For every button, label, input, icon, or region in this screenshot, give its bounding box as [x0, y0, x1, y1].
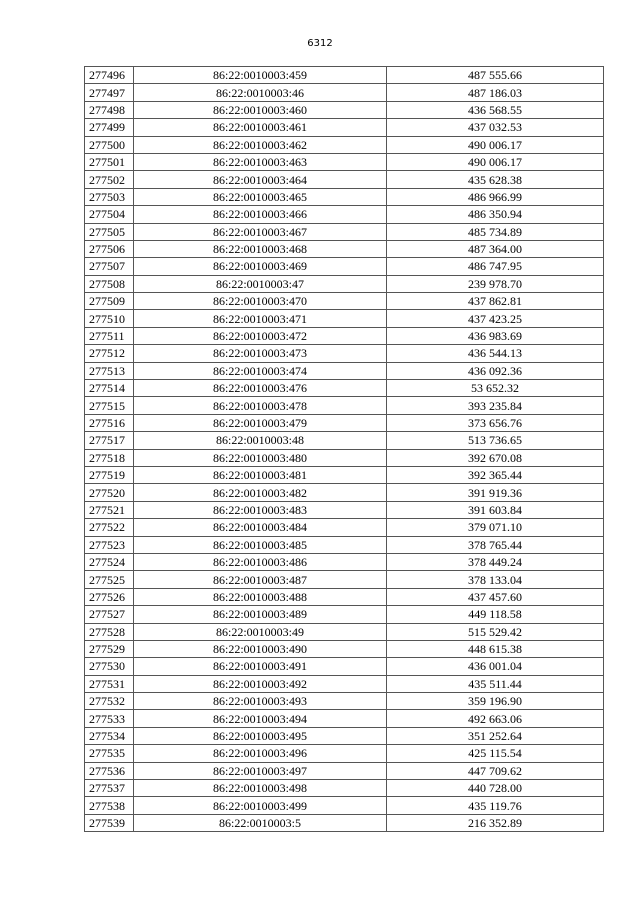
cadastral-number-cell: 86:22:0010003:471	[134, 310, 387, 327]
row-number-cell: 277526	[85, 588, 134, 605]
cadastral-number-cell: 86:22:0010003:478	[134, 397, 387, 414]
value-cell: 436 544.13	[387, 345, 604, 362]
row-number-cell: 277522	[85, 519, 134, 536]
row-number-cell: 277538	[85, 797, 134, 814]
cadastral-number-cell: 86:22:0010003:465	[134, 188, 387, 205]
row-number-cell: 277521	[85, 501, 134, 518]
value-cell: 378 765.44	[387, 536, 604, 553]
row-number-cell: 277533	[85, 710, 134, 727]
value-cell: 53 652.32	[387, 380, 604, 397]
value-cell: 436 983.69	[387, 327, 604, 344]
row-number-cell: 277497	[85, 84, 134, 101]
table-row	[85, 188, 604, 205]
cadastral-number-cell: 86:22:0010003:494	[134, 710, 387, 727]
cadastral-number-cell: 86:22:0010003:469	[134, 258, 387, 275]
table-row	[85, 519, 604, 536]
cadastral-number-cell: 86:22:0010003:499	[134, 797, 387, 814]
table-row	[85, 136, 604, 153]
row-number-cell: 277506	[85, 240, 134, 257]
value-cell: 490 006.17	[387, 153, 604, 170]
row-number-cell: 277536	[85, 762, 134, 779]
value-cell: 515 529.42	[387, 623, 604, 640]
cadastral-number-cell: 86:22:0010003:490	[134, 640, 387, 657]
cadastral-number-cell: 86:22:0010003:470	[134, 293, 387, 310]
value-cell: 379 071.10	[387, 519, 604, 536]
value-cell: 359 196.90	[387, 693, 604, 710]
row-number-cell: 277513	[85, 362, 134, 379]
cadastral-number-cell: 86:22:0010003:497	[134, 762, 387, 779]
value-cell: 392 365.44	[387, 466, 604, 483]
cadastral-number-cell: 86:22:0010003:49	[134, 623, 387, 640]
row-number-cell: 277527	[85, 606, 134, 623]
table-row	[85, 67, 604, 84]
row-number-cell: 277503	[85, 188, 134, 205]
table-row	[85, 640, 604, 657]
table-row	[85, 432, 604, 449]
value-cell: 487 555.66	[387, 67, 604, 84]
row-number-cell: 277523	[85, 536, 134, 553]
table-row	[85, 345, 604, 362]
row-number-cell: 277519	[85, 466, 134, 483]
cadastral-number-cell: 86:22:0010003:495	[134, 727, 387, 744]
value-cell: 436 568.55	[387, 101, 604, 118]
table-row	[85, 380, 604, 397]
row-number-cell: 277514	[85, 380, 134, 397]
cadastral-number-cell: 86:22:0010003:489	[134, 606, 387, 623]
table-row	[85, 327, 604, 344]
cadastral-number-cell: 86:22:0010003:5	[134, 814, 387, 831]
value-cell: 393 235.84	[387, 397, 604, 414]
cadastral-number-cell: 86:22:0010003:496	[134, 745, 387, 762]
row-number-cell: 277496	[85, 67, 134, 84]
cadastral-number-cell: 86:22:0010003:484	[134, 519, 387, 536]
table-row	[85, 797, 604, 814]
value-cell: 239 978.70	[387, 275, 604, 292]
table-row	[85, 293, 604, 310]
cadastral-number-cell: 86:22:0010003:464	[134, 171, 387, 188]
table-row	[85, 119, 604, 136]
table-row	[85, 223, 604, 240]
value-cell: 378 449.24	[387, 553, 604, 570]
value-cell: 487 364.00	[387, 240, 604, 257]
table-row	[85, 745, 604, 762]
value-cell: 447 709.62	[387, 762, 604, 779]
value-cell: 351 252.64	[387, 727, 604, 744]
cadastral-number-cell: 86:22:0010003:467	[134, 223, 387, 240]
cadastral-number-cell: 86:22:0010003:473	[134, 345, 387, 362]
table-row	[85, 310, 604, 327]
table-row	[85, 658, 604, 675]
table-row	[85, 449, 604, 466]
table-row	[85, 501, 604, 518]
value-cell: 391 603.84	[387, 501, 604, 518]
row-number-cell: 277529	[85, 640, 134, 657]
row-number-cell: 277530	[85, 658, 134, 675]
cadastral-number-cell: 86:22:0010003:493	[134, 693, 387, 710]
row-number-cell: 277512	[85, 345, 134, 362]
row-number-cell: 277516	[85, 414, 134, 431]
value-cell: 216 352.89	[387, 814, 604, 831]
value-cell: 435 119.76	[387, 797, 604, 814]
table-row	[85, 814, 604, 831]
value-cell: 486 747.95	[387, 258, 604, 275]
table-row	[85, 675, 604, 692]
value-cell: 440 728.00	[387, 780, 604, 797]
cadastral-number-cell: 86:22:0010003:46	[134, 84, 387, 101]
row-number-cell: 277509	[85, 293, 134, 310]
row-number-cell: 277507	[85, 258, 134, 275]
table-row	[85, 101, 604, 118]
row-number-cell: 277534	[85, 727, 134, 744]
table-row	[85, 623, 604, 640]
table-row	[85, 275, 604, 292]
row-number-cell: 277498	[85, 101, 134, 118]
table-row	[85, 84, 604, 101]
value-cell: 486 350.94	[387, 206, 604, 223]
table-row	[85, 588, 604, 605]
cadastral-number-cell: 86:22:0010003:481	[134, 466, 387, 483]
row-number-cell: 277517	[85, 432, 134, 449]
value-cell: 490 006.17	[387, 136, 604, 153]
cadastral-number-cell: 86:22:0010003:480	[134, 449, 387, 466]
row-number-cell: 277537	[85, 780, 134, 797]
row-number-cell: 277535	[85, 745, 134, 762]
cadastral-number-cell: 86:22:0010003:460	[134, 101, 387, 118]
table-row	[85, 710, 604, 727]
value-cell: 391 919.36	[387, 484, 604, 501]
value-cell: 425 115.54	[387, 745, 604, 762]
value-cell: 436 092.36	[387, 362, 604, 379]
cadastral-number-cell: 86:22:0010003:492	[134, 675, 387, 692]
value-cell: 449 118.58	[387, 606, 604, 623]
value-cell: 437 423.25	[387, 310, 604, 327]
row-number-cell: 277528	[85, 623, 134, 640]
data-table	[84, 66, 604, 832]
table-row	[85, 606, 604, 623]
table-row	[85, 727, 604, 744]
cadastral-number-cell: 86:22:0010003:488	[134, 588, 387, 605]
row-number-cell: 277532	[85, 693, 134, 710]
value-cell: 437 032.53	[387, 119, 604, 136]
value-cell: 513 736.65	[387, 432, 604, 449]
cadastral-number-cell: 86:22:0010003:459	[134, 67, 387, 84]
cadastral-number-cell: 86:22:0010003:472	[134, 327, 387, 344]
cadastral-number-cell: 86:22:0010003:461	[134, 119, 387, 136]
row-number-cell: 277524	[85, 553, 134, 570]
row-number-cell: 277539	[85, 814, 134, 831]
value-cell: 373 656.76	[387, 414, 604, 431]
page-number: 6312	[307, 38, 333, 49]
table-row	[85, 553, 604, 570]
table-row	[85, 484, 604, 501]
table-row	[85, 571, 604, 588]
table-row	[85, 240, 604, 257]
value-cell: 437 457.60	[387, 588, 604, 605]
row-number-cell: 277510	[85, 310, 134, 327]
row-number-cell: 277505	[85, 223, 134, 240]
table-row	[85, 206, 604, 223]
row-number-cell: 277511	[85, 327, 134, 344]
cadastral-number-cell: 86:22:0010003:485	[134, 536, 387, 553]
cadastral-number-cell: 86:22:0010003:468	[134, 240, 387, 257]
cadastral-number-cell: 86:22:0010003:482	[134, 484, 387, 501]
value-cell: 492 663.06	[387, 710, 604, 727]
table-row	[85, 171, 604, 188]
row-number-cell: 277525	[85, 571, 134, 588]
cadastral-number-cell: 86:22:0010003:462	[134, 136, 387, 153]
row-number-cell: 277499	[85, 119, 134, 136]
table-row	[85, 414, 604, 431]
table-row	[85, 536, 604, 553]
row-number-cell: 277504	[85, 206, 134, 223]
cadastral-number-cell: 86:22:0010003:487	[134, 571, 387, 588]
cadastral-number-cell: 86:22:0010003:486	[134, 553, 387, 570]
table-row	[85, 397, 604, 414]
row-number-cell: 277520	[85, 484, 134, 501]
table-row	[85, 258, 604, 275]
cadastral-number-cell: 86:22:0010003:474	[134, 362, 387, 379]
cadastral-number-cell: 86:22:0010003:463	[134, 153, 387, 170]
value-cell: 437 862.81	[387, 293, 604, 310]
table-row	[85, 362, 604, 379]
cadastral-number-cell: 86:22:0010003:48	[134, 432, 387, 449]
row-number-cell: 277500	[85, 136, 134, 153]
value-cell: 448 615.38	[387, 640, 604, 657]
cadastral-number-cell: 86:22:0010003:483	[134, 501, 387, 518]
value-cell: 435 511.44	[387, 675, 604, 692]
row-number-cell: 277518	[85, 449, 134, 466]
row-number-cell: 277508	[85, 275, 134, 292]
cadastral-number-cell: 86:22:0010003:476	[134, 380, 387, 397]
value-cell: 378 133.04	[387, 571, 604, 588]
cadastral-number-cell: 86:22:0010003:47	[134, 275, 387, 292]
row-number-cell: 277531	[85, 675, 134, 692]
cadastral-number-cell: 86:22:0010003:479	[134, 414, 387, 431]
row-number-cell: 277515	[85, 397, 134, 414]
cadastral-number-cell: 86:22:0010003:498	[134, 780, 387, 797]
table-body	[85, 67, 604, 832]
value-cell: 486 966.99	[387, 188, 604, 205]
cadastral-number-cell: 86:22:0010003:491	[134, 658, 387, 675]
value-cell: 436 001.04	[387, 658, 604, 675]
table-row	[85, 762, 604, 779]
table-row	[85, 153, 604, 170]
value-cell: 435 628.38	[387, 171, 604, 188]
row-number-cell: 277502	[85, 171, 134, 188]
value-cell: 392 670.08	[387, 449, 604, 466]
cadastral-number-cell: 86:22:0010003:466	[134, 206, 387, 223]
value-cell: 485 734.89	[387, 223, 604, 240]
value-cell: 487 186.03	[387, 84, 604, 101]
table-row	[85, 466, 604, 483]
row-number-cell: 277501	[85, 153, 134, 170]
table-row	[85, 693, 604, 710]
table-row	[85, 780, 604, 797]
